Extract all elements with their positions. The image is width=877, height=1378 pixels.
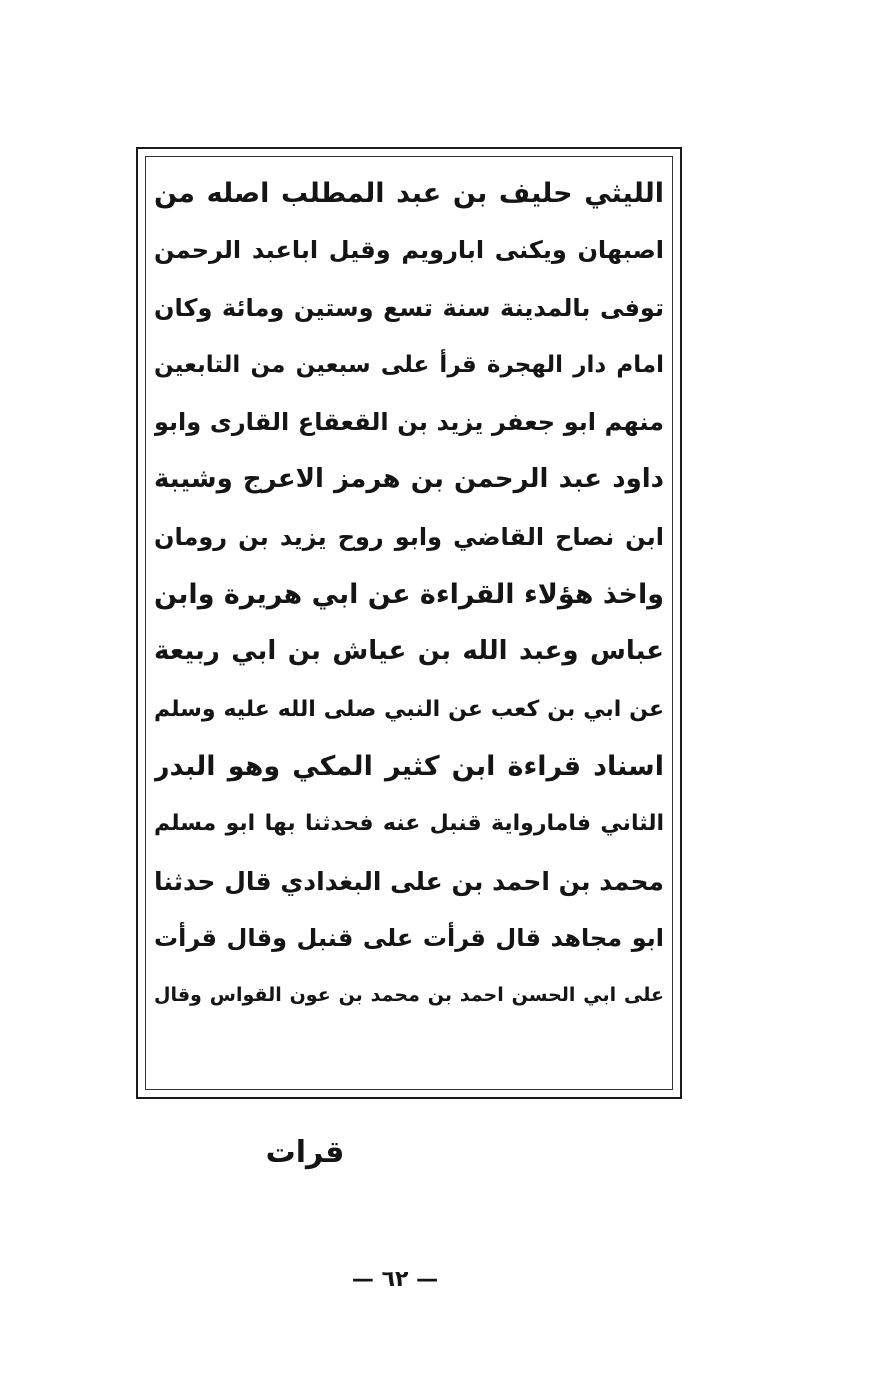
text-line-12: الثاني فامارواية قنبل عنه فحدثنا بها ابو مسلم (154, 811, 664, 837)
text-line-2: اصبهان ويكنى ابارويم وقيل اباعبد الرحمن (154, 236, 664, 265)
catchword: قرات (265, 1135, 345, 1170)
manuscript-text-block (150, 165, 668, 1083)
text-line-13: محمد بن احمد بن على البغدادي قال حدثنا (154, 866, 664, 896)
page-number: — ٦٢ — (351, 1267, 439, 1292)
text-line-1: الليثي حليف بن عبد المطلب اصله من (154, 178, 664, 209)
text-line-15: على ابي الحسن احمد بن محمد بن عون القواس وقال (154, 984, 664, 1007)
text-line-3: توفى بالمدينة سنة تسع وستين ومائة وكان (154, 293, 664, 322)
text-line-11: اسناد قراءة ابن كثير المكي وهو البدر (154, 750, 664, 782)
text-line-6: داود عبد الرحمن بن هرمز الاعرج وشيبة (154, 464, 664, 495)
text-line-7: ابن نصاح القاضي وابو روح يزيد بن رومان (154, 522, 664, 551)
text-line-14: ابو مجاهد قال قرأت على قنبل وقال قرأت (154, 923, 664, 952)
text-line-10: عن ابي بن كعب عن النبي صلى الله عليه وسلم (154, 696, 664, 722)
text-line-4: امام دار الهجرة قرأ على سبعين من التابعين (154, 351, 664, 378)
text-line-8: واخذ هؤلاء القراءة عن ابي هريرة وابن (154, 579, 664, 611)
text-line-9: عباس وعبد الله بن عياش بن ابي ربيعة (154, 636, 664, 667)
text-line-5: منهم ابو جعفر يزيد بن القعقاع القارى وابو (154, 408, 664, 437)
